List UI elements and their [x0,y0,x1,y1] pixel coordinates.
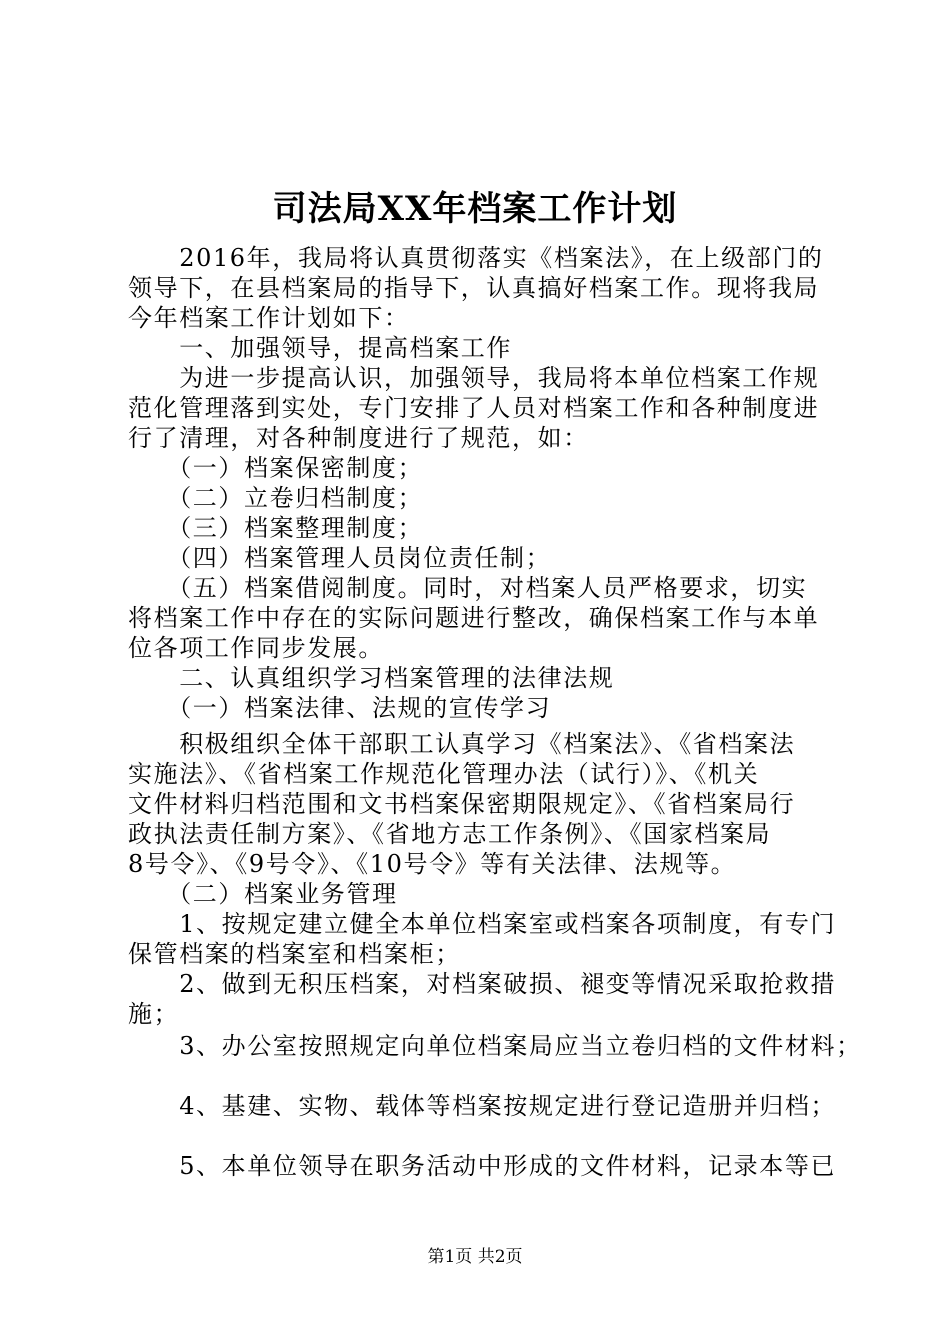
body-line: 政执法责任制方案》、《省地方志工作条例》、《国家档案局 [128,820,772,848]
document-title: 司法局XX年档案工作计划 [272,189,678,229]
list-item: 5、本单位领导在职务活动中形成的文件材料，记录本等已 [128,1152,837,1180]
list-item: 1、按规定建立健全本单位档案室或档案各项制度，有专门 [128,910,837,938]
subsection-heading: （一）档案法律、法规的宣传学习 [128,694,552,722]
body-line: 范化管理落到实处，专门安排了人员对档案工作和各种制度进 [128,394,820,422]
list-item: （二）立卷归档制度； [128,484,424,512]
list-item: 2、做到无积压档案，对档案破损、褪变等情况采取抢救措 [128,970,837,998]
body-line: 为进一步提高认识，加强领导，我局将本单位档案工作规 [128,364,820,392]
body-line: 实施法》、《省档案工作规范化管理办法（试行）》、《机关 [128,760,760,788]
body-line: 积极组织全体干部职工认真学习《档案法》、《省档案法 [128,730,796,758]
body-line: 位各项工作同步发展。 [128,634,384,662]
section-heading: 一、加强领导，提高档案工作 [128,334,512,362]
page-footer: 第1页 共2页 [427,1247,523,1267]
body-line: 2016年，我局将认真贯彻落实《档案法》，在上级部门的 [128,244,824,272]
body-line: 8号令》、《9号令》、《10号令》等有关法律、法规等。 [128,850,737,878]
list-item: 3、办公室按照规定向单位档案局应当立卷归档的文件材料； [128,1032,862,1060]
body-line: 保管档案的档案室和档案柜； [128,940,461,968]
body-line: 行了清理，对各种制度进行了规范，如： [128,424,589,452]
body-line: 施； [128,1000,180,1028]
list-item: （四）档案管理人员岗位责任制； [128,544,552,572]
section-heading: 二、认真组织学习档案管理的法律法规 [128,664,615,692]
subsection-heading: （二）档案业务管理 [128,880,398,908]
list-item: （三）档案整理制度； [128,514,424,542]
body-line: 领导下，在县档案局的指导下，认真搞好档案工作。现将我局 [128,274,820,302]
list-item: （五）档案借阅制度。同时，对档案人员严格要求，切实 [128,574,808,602]
body-line: 文件材料归档范围和文书档案保密期限规定》、《省档案局行 [128,790,796,818]
body-line: 将档案工作中存在的实际问题进行整改，确保档案工作与本单 [128,604,820,632]
body-line: 今年档案工作计划如下： [128,304,410,332]
list-item: 4、基建、实物、载体等档案按规定进行登记造册并归档； [128,1092,837,1120]
list-item: （一）档案保密制度； [128,454,424,482]
